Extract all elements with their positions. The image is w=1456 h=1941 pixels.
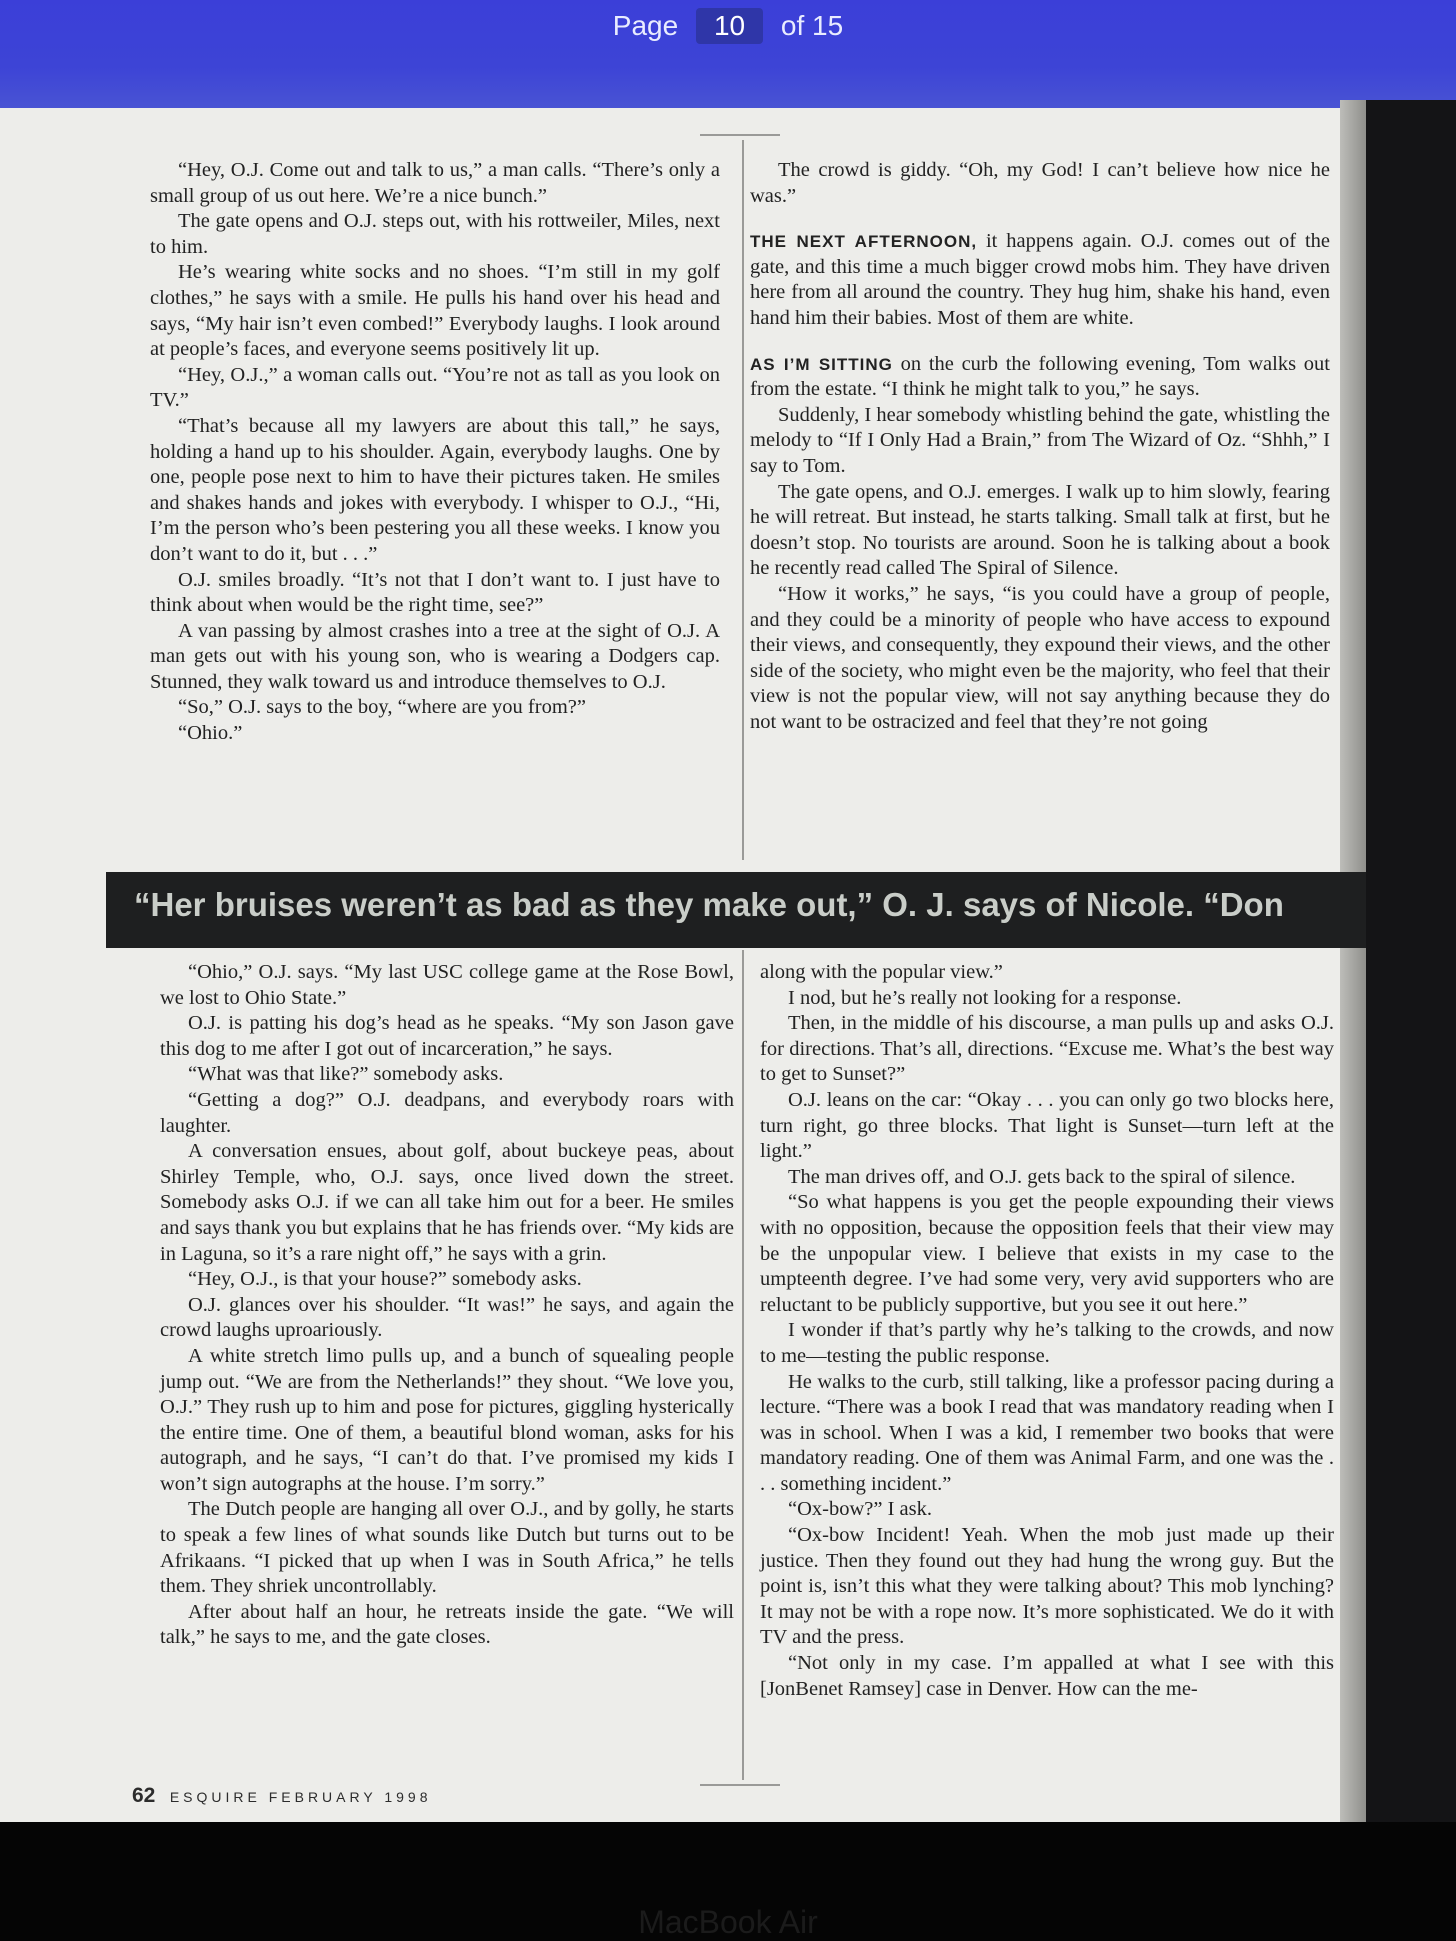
column-4 xyxy=(760,960,1334,1702)
section-paragraph xyxy=(750,352,1330,403)
paragraph: along with the popular view.” xyxy=(760,961,1003,983)
paragraph: I wonder if that’s partly why he’s talking to the crowds, and now to me—testing the public response. xyxy=(760,1319,1334,1367)
paragraph: The gate opens and O.J. steps out, with his rottweiler, Miles, next to him. xyxy=(150,210,720,258)
paragraph: He’s wearing white socks and no shoes. “I’m still in my golf clothes,” he says with a smile. He pulls his hand over his head and says, “My hair isn’t even combed!” Everybody laughs. I look around at people’s faces, and everyone seems positively lit up. xyxy=(150,261,720,361)
paragraph: O.J. leans on the car: “Okay . . . you can only go two blocks here, turn right, go three blocks. That light is Sunset—turn left at the light.” xyxy=(760,1088,1334,1163)
paragraph: He walks to the curb, still talking, like a professor pacing during a lecture. “There was a book I read that was mandatory reading when I was in school. When I was a kid, I remember two books that were mandatory reading. One of them was Animal Farm, and one was the . . . something incident.” xyxy=(760,1370,1334,1495)
paragraph: A van passing by almost crashes into a tree at the sight of O.J. A man gets out with his young son, who is wearing a Dodgers cap. Stunned, they walk toward us and introduce themselves to O.J. xyxy=(150,619,720,693)
paragraph: “Not only in my case. I’m appalled at what I see with this [JonBenet Ramsey] case in Denver. How can the me- xyxy=(760,1652,1334,1700)
paragraph: Suddenly, I hear somebody whistling behind the gate, whistling the melody to “If I Only Had a Brain,” from The Wizard of Oz. “Shhh,” I say to Tom. xyxy=(750,403,1330,477)
paragraph: The crowd is giddy. “Oh, my God! I can’t believe how nice he was.” xyxy=(750,159,1330,207)
page-total: of 15 xyxy=(780,10,844,41)
paragraph: The Dutch people are hanging all over O.J., and by golly, he starts to speak a few lines of what sounds like Dutch but turns out to be Afrikaans. “I picked that up when I was in South Africa,” he tells them. They shriek uncontrollably. xyxy=(160,1498,734,1598)
paragraph: O.J. is patting his dog’s head as he speaks. “My son Jason gave this dog to me after I got out of incarceration,” he says. xyxy=(160,1012,734,1060)
page-number-input[interactable]: 10 xyxy=(696,8,763,44)
paragraph: “So,” O.J. says to the boy, “where are you from?” xyxy=(178,696,586,719)
column-1 xyxy=(150,158,720,747)
column-divider-top xyxy=(742,140,744,860)
paragraph: “Hey, O.J.,” a woman calls out. “You’re not as tall as you look on TV.” xyxy=(150,363,720,412)
paragraph: “Ox-bow?” I ask. xyxy=(788,1498,933,1521)
paragraph: I nod, but he’s really not looking for a response. xyxy=(788,986,1182,1009)
paragraph: A conversation ensues, about golf, about buckeye peas, about Shirley Temple, who, O.J. says, once lived down the street. Somebody asks O.J. if we can all take him out for a beer. He smiles and says thank you but explains that he has friends over. “My kids are in Laguna, so it’s a rare night off,” he says with a grin. xyxy=(160,1140,734,1265)
paragraph: “Getting a dog?” O.J. deadpans, and everybody roars with laughter. xyxy=(160,1088,734,1137)
screen-edge xyxy=(1366,100,1456,1822)
folio-number: 62 xyxy=(132,1784,156,1807)
paragraph: The man drives off, and O.J. gets back to the spiral of silence. xyxy=(788,1165,1296,1188)
section-paragraph xyxy=(750,229,1330,331)
paragraph: “How it works,” he says, “is you could have a group of people, and they could be a minority of people who have access to expound their views, and consequently, they expound their views, and the other side of the society, who might even be the majority, who feel that their view is not the popular view, will not say anything because they do not want to be ostracized and feel that they’re not going xyxy=(750,582,1330,733)
paragraph: “Hey, O.J. Come out and talk to us,” a man calls. “There’s only a small group of us out here. We’re a nice bunch.” xyxy=(150,159,720,207)
page-footer xyxy=(132,1784,431,1808)
paragraph-text: on the curb the following evening, Tom walks out from the estate. “I think he might talk to you,” he says. xyxy=(750,352,1330,401)
paragraph: “Ohio.” xyxy=(178,722,243,745)
paragraph: “Ox-bow Incident! Yeah. When the mob just made up their justice. Then they found out they had hung the wrong guy. But the point is, isn’t this what they were talking about? This mob lynching? It may not be with a rope now. It’s more sophisticated. We do it with TV and the press. xyxy=(760,1524,1334,1649)
paragraph: “Ohio,” O.J. says. “My last USC college game at the Rose Bowl, we lost to Ohio State.” xyxy=(160,961,734,1009)
paragraph: “That’s because all my lawyers are about this tall,” he says, holding a hand up to his shoulder. Again, everybody laughs. One by one, people pose next to him to have their pictures taken. He smiles and shakes hands and jokes with everybody. I whisper to O.J., “Hi, I’m the person who’s been pestering you all these weeks. I know you don’t want to do it, but . . .” xyxy=(150,414,720,565)
magazine-issue: ESQUIRE FEBRUARY 1998 xyxy=(169,1789,432,1805)
bottom-rule xyxy=(700,1784,780,1786)
paragraph: Then, in the middle of his discourse, a man pulls up and asks O.J. for directions. That’s all, directions. “Excuse me. What’s the best way to get to Sunset?” xyxy=(760,1012,1334,1086)
pull-quote-text: “Her bruises weren’t as bad as they make out,” O. J. says of Nicole. “Don xyxy=(134,886,1284,923)
laptop-brand-label: MacBook Air xyxy=(638,1904,818,1940)
paragraph: The gate opens, and O.J. emerges. I walk up to him slowly, fearing he will retreat. But instead, he starts talking. Small talk at first, but he doesn’t stop. No tourists are around. Soon he is talking about a book he recently read called The Spiral of Silence. xyxy=(750,480,1330,580)
paragraph-text: it happens again. O.J. comes out of the gate, and this time a much bigger crowd mobs him. They have driven here from all around the country. They hug him, shake his hand, even hand him their babies. Most of them are white. xyxy=(750,230,1330,329)
paragraph: After about half an hour, he retreats inside the gate. “We will talk,” he says to me, and the gate closes. xyxy=(160,1600,734,1649)
viewer-toolbar xyxy=(0,0,1456,112)
paragraph: A white stretch limo pulls up, and a bunch of squealing people jump out. “We are from the Netherlands!” they shout. “We love you, O.J.” They rush up to him and pose for pictures, giggling hysterically the entire time. One of them, a beautiful blond woman, asks for his autograph, and he says, “I can’t do that. I’ve promised my kids I won’t sign autographs at the house. I’m sorry.” xyxy=(160,1344,734,1495)
paragraph: “What was that like?” somebody asks. xyxy=(188,1063,504,1086)
lead-in: THE NEXT AFTERNOON, xyxy=(750,232,978,252)
paragraph: O.J. smiles broadly. “It’s not that I don’t want to. I just have to think about when would be the right time, see?” xyxy=(150,568,720,617)
paragraph: “So what happens is you get the people expounding their views with no opposition, because the opposition feels that their view may be the unpopular view. I believe that exists in my case to the umpteenth degree. I’ve had some very, very avid supporters who are reluctant to be publicly supportive, but you see it out here.” xyxy=(760,1191,1334,1316)
column-divider-bottom xyxy=(742,950,744,1780)
paragraph: O.J. glances over his shoulder. “It was!” he says, and again the crowd laughs uproariously. xyxy=(160,1293,734,1342)
paragraph: “Hey, O.J., is that your house?” somebody asks. xyxy=(188,1268,582,1291)
top-rule xyxy=(700,134,780,136)
column-3 xyxy=(160,960,734,1651)
pull-quote-banner xyxy=(106,872,1366,948)
column-2 xyxy=(750,158,1330,735)
page-indicator xyxy=(0,8,1456,44)
page-label: Page xyxy=(612,10,679,41)
page-spine xyxy=(1340,100,1366,1822)
lead-in: AS I’M SITTING xyxy=(750,354,893,374)
